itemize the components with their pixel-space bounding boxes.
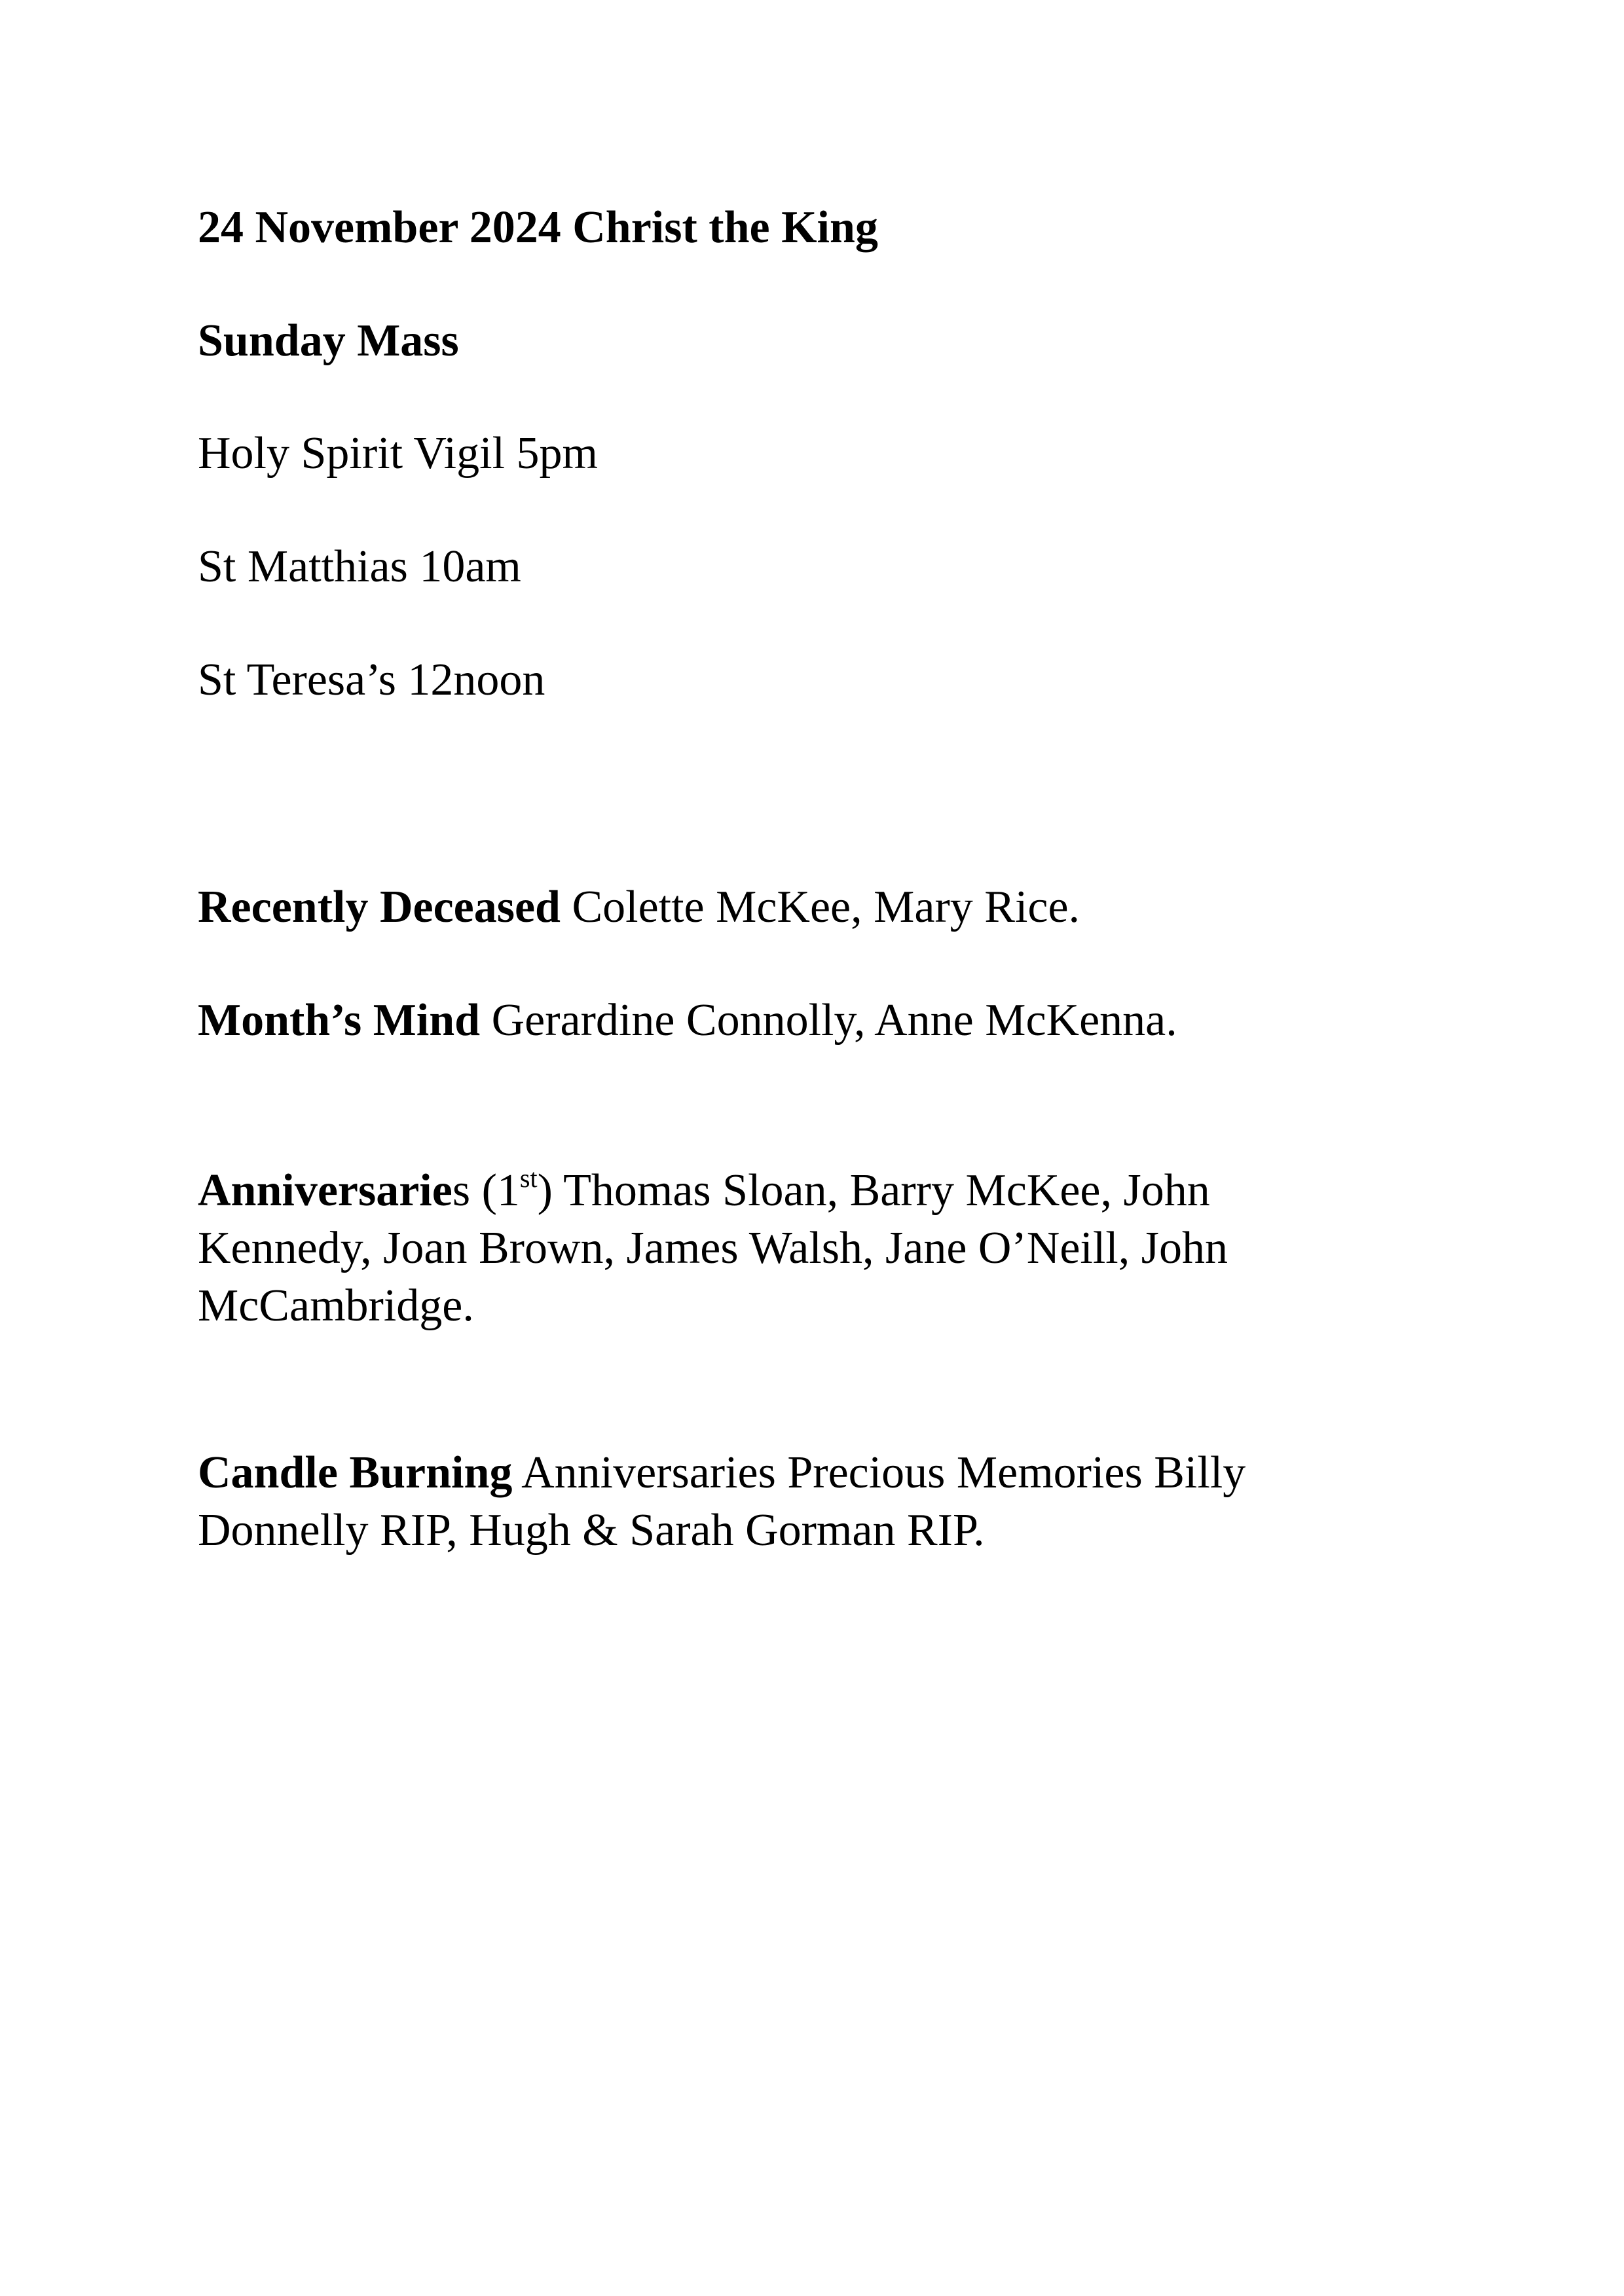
anniversaries-line-1: Anniversaries (1st) Thomas Sloan, Barry McKee, John <box>198 1163 1210 1216</box>
anniversaries-line-2: Kennedy, Joan Brown, James Walsh, Jane O’Neill, John <box>198 1223 1228 1273</box>
months-mind <box>198 992 1177 1049</box>
page-title: 24 November 2024 Christ the King <box>198 202 878 253</box>
recently-deceased-names: Colette McKee, Mary Rice. <box>560 882 1080 932</box>
mass-heading: Sunday Mass <box>198 316 459 366</box>
candle-burning-line-2: Donnelly RIP, Hugh & Sarah Gorman RIP. <box>198 1505 985 1556</box>
anniversaries-label: Anniversarie <box>198 1165 452 1216</box>
mass-time-st-teresas: St Teresa’s 12noon <box>198 655 545 705</box>
mass-time-holy-spirit: Holy Spirit Vigil 5pm <box>198 428 598 479</box>
months-mind-names: Gerardine Connolly, Anne McKenna. <box>480 995 1177 1046</box>
months-mind-label: Month’s Mind <box>198 995 481 1046</box>
recently-deceased-label: Recently Deceased <box>198 882 561 932</box>
anniversaries <box>198 1162 1442 1335</box>
candle-burning-line-1: Candle Burning Anniversaries Precious Memories Billy <box>198 1448 1246 1498</box>
mass-time-st-matthias: St Matthias 10am <box>198 541 521 592</box>
recently-deceased <box>198 879 1080 936</box>
ordinal-superscript: st <box>519 1163 538 1193</box>
candle-burning-label: Candle Burning <box>198 1448 513 1498</box>
candle-burning <box>198 1444 1442 1559</box>
anniversaries-line-3: McCambridge. <box>198 1281 474 1331</box>
